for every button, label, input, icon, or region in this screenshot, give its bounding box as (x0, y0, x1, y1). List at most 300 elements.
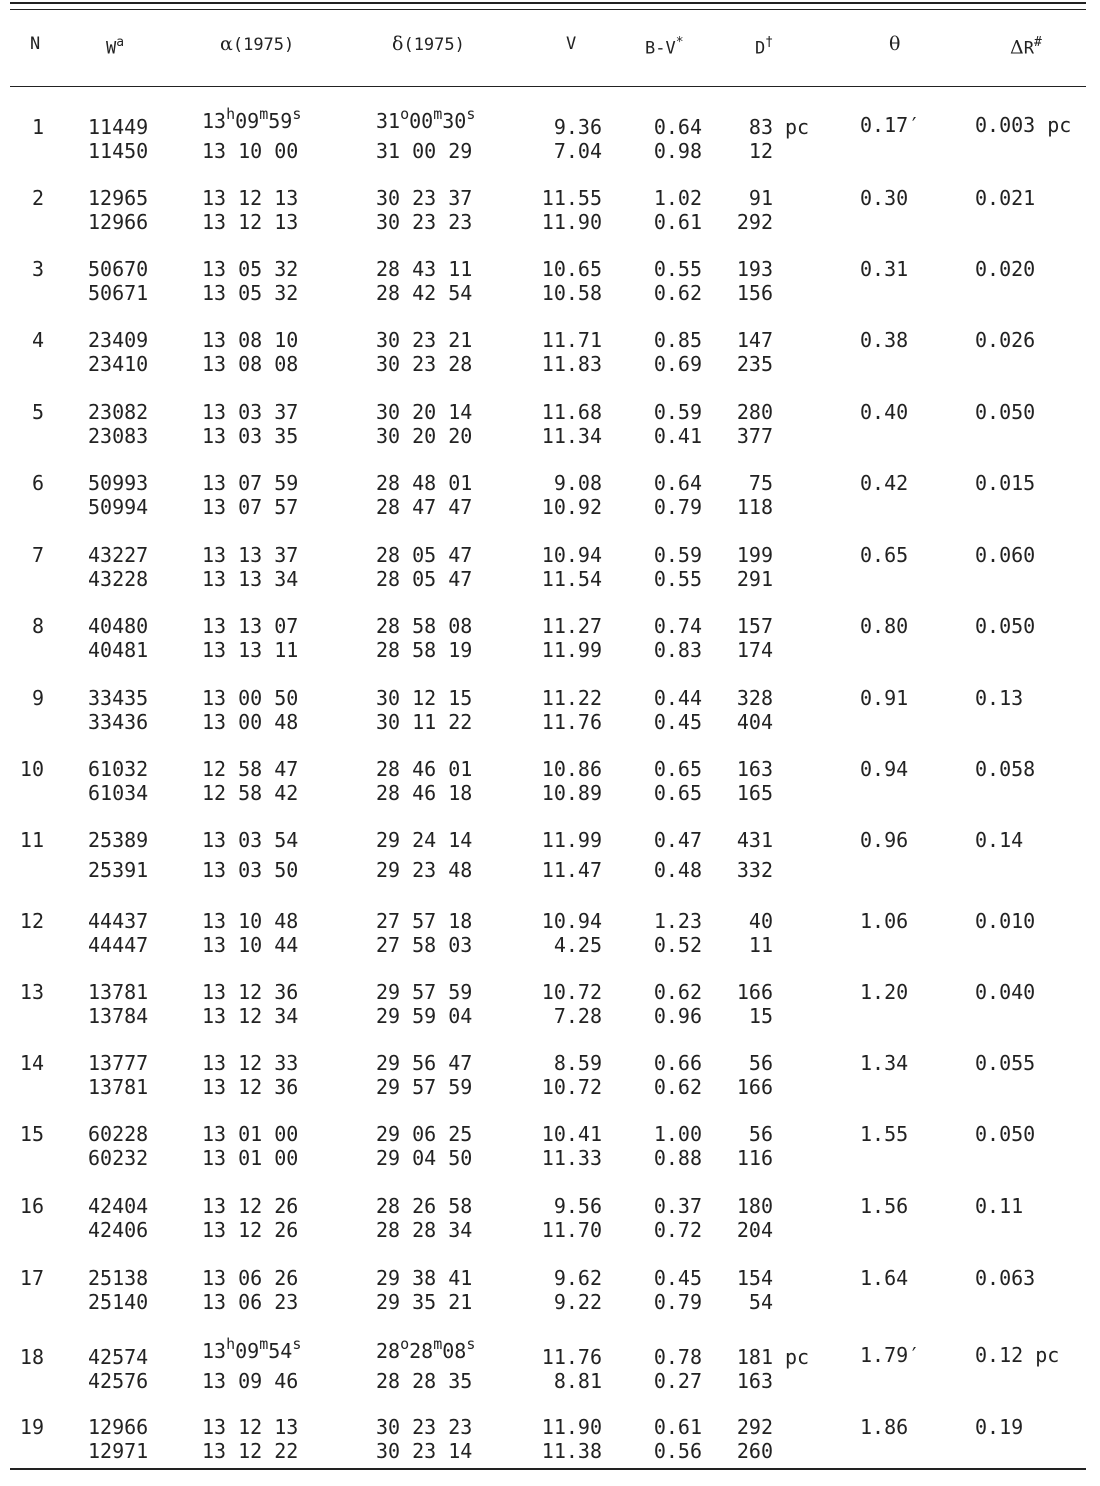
v-magnitude: 11.76 (541, 710, 602, 734)
distance: 181 (736, 1345, 773, 1369)
star-id: 33435 (88, 686, 149, 710)
star-id: 50671 (88, 281, 149, 305)
color-index: 0.48 (653, 858, 702, 882)
distance: 280 (736, 400, 773, 424)
dr-value: 0.020 (975, 257, 1036, 281)
distance: 166 (736, 980, 773, 1004)
angular-separation (860, 1266, 908, 1290)
declination: 29 57 59 (376, 1075, 473, 1099)
star-id: 23082 (88, 400, 149, 424)
angular-separation (860, 828, 908, 852)
row-number: 18 (19, 1345, 44, 1369)
declination: 30 23 23 (376, 1415, 473, 1439)
v-magnitude: 11.22 (541, 686, 602, 710)
declination: 28 42 54 (376, 281, 473, 305)
angular-separation (860, 757, 908, 781)
angular-separation (860, 1122, 908, 1146)
distance: 75 (748, 471, 773, 495)
color-index: 0.98 (653, 139, 702, 163)
color-index: 1.00 (653, 1122, 702, 1146)
angular-separation (860, 909, 908, 933)
star-id: 44437 (88, 909, 149, 933)
star-id: 43228 (88, 567, 149, 591)
declination: 31 00 29 (376, 139, 473, 163)
projected-separation (975, 1051, 1035, 1075)
right-ascension: 13 12 13 (202, 1415, 299, 1439)
color-index: 0.55 (653, 567, 702, 591)
ra-hours: 13 (202, 109, 227, 133)
header-delta-r: ΔR# (1010, 35, 1042, 59)
minute-unit: m (259, 1335, 269, 1353)
distance: 165 (736, 781, 773, 805)
star-id: 60232 (88, 1146, 149, 1170)
projected-separation (975, 1194, 1023, 1218)
theta-value: 0.96 (860, 828, 909, 852)
row-number: 14 (19, 1051, 44, 1075)
star-id: 23410 (88, 352, 149, 376)
distance: 260 (736, 1439, 773, 1463)
top-rule (10, 2, 1086, 4)
star-id: 23083 (88, 424, 149, 448)
projected-separation (975, 257, 1035, 281)
right-ascension (202, 1335, 302, 1365)
theta-value: 1.56 (860, 1194, 909, 1218)
degree-unit: o (400, 1335, 410, 1353)
dr-value: 0.050 (975, 1122, 1036, 1146)
right-ascension: 13 09 46 (202, 1369, 299, 1393)
second-unit: s (292, 1335, 302, 1353)
declination: 30 11 22 (376, 710, 473, 734)
dec-seconds: 08 (442, 1339, 467, 1363)
theta-value: 0.91 (860, 686, 909, 710)
header-d: D† (755, 35, 774, 59)
distance: 91 (748, 186, 773, 210)
v-magnitude: 10.41 (541, 1122, 602, 1146)
v-magnitude: 11.71 (541, 328, 602, 352)
v-magnitude: 10.65 (541, 257, 602, 281)
right-ascension: 13 03 54 (202, 828, 299, 852)
star-id: 50993 (88, 471, 149, 495)
projected-separation (975, 828, 1023, 852)
color-index: 0.79 (653, 495, 702, 519)
row-number: 12 (19, 909, 44, 933)
v-magnitude: 10.86 (541, 757, 602, 781)
distance: 431 (736, 828, 773, 852)
right-ascension: 13 13 37 (202, 543, 299, 567)
star-id: 25389 (88, 828, 149, 852)
v-magnitude: 9.22 (553, 1290, 602, 1314)
distance: 56 (748, 1122, 773, 1146)
star-id: 23409 (88, 328, 149, 352)
distance: 163 (736, 757, 773, 781)
dr-value: 0.040 (975, 980, 1036, 1004)
star-id: 13784 (88, 1004, 149, 1028)
color-index: 0.78 (653, 1345, 702, 1369)
dr-unit: pc (1035, 1343, 1060, 1367)
star-id: 33436 (88, 710, 149, 734)
right-ascension: 13 01 00 (202, 1122, 299, 1146)
right-ascension: 13 13 34 (202, 567, 299, 591)
color-index: 0.44 (653, 686, 702, 710)
v-magnitude: 11.70 (541, 1218, 602, 1242)
star-id: 50994 (88, 495, 149, 519)
dec-seconds: 30 (442, 109, 467, 133)
right-ascension: 13 06 26 (202, 1266, 299, 1290)
ra-minutes: 09 (235, 1339, 260, 1363)
distance: 377 (736, 424, 773, 448)
right-ascension: 13 01 00 (202, 1146, 299, 1170)
theta-value: 0.94 (860, 757, 909, 781)
right-ascension: 13 12 36 (202, 980, 299, 1004)
color-index: 0.59 (653, 400, 702, 424)
v-magnitude: 10.89 (541, 781, 602, 805)
declination: 29 04 50 (376, 1146, 473, 1170)
arcmin-unit: ′ (908, 1343, 921, 1367)
row-number: 10 (19, 757, 44, 781)
dr-value: 0.026 (975, 328, 1036, 352)
distance: 166 (736, 1075, 773, 1099)
declination: 30 23 14 (376, 1439, 473, 1463)
header-rule (10, 86, 1086, 87)
color-index: 0.55 (653, 257, 702, 281)
color-index: 0.62 (653, 980, 702, 1004)
star-id: 44447 (88, 933, 149, 957)
header-v: V (566, 34, 577, 54)
projected-separation (975, 614, 1035, 638)
row-number: 7 (31, 543, 44, 567)
distance: 292 (736, 1415, 773, 1439)
color-index: 0.79 (653, 1290, 702, 1314)
second-unit: s (466, 1335, 476, 1353)
dec-minutes: 28 (409, 1339, 434, 1363)
hour-unit: h (226, 105, 236, 123)
color-index: 0.61 (653, 1415, 702, 1439)
angular-separation (860, 471, 908, 495)
top-rule-inner (10, 9, 1086, 10)
right-ascension: 13 07 59 (202, 471, 299, 495)
v-magnitude: 10.92 (541, 495, 602, 519)
star-id: 50670 (88, 257, 149, 281)
v-magnitude: 10.72 (541, 1075, 602, 1099)
theta-value: 1.79 (860, 1343, 909, 1367)
star-id: 25138 (88, 1266, 149, 1290)
star-id: 43227 (88, 543, 149, 567)
dr-unit: pc (1047, 113, 1072, 137)
distance: 157 (736, 614, 773, 638)
declination: 29 24 14 (376, 828, 473, 852)
distance: 83 (748, 115, 773, 139)
color-index: 0.74 (653, 614, 702, 638)
row-number: 5 (31, 400, 44, 424)
right-ascension: 13 10 44 (202, 933, 299, 957)
dec-degrees: 28 (376, 1339, 401, 1363)
distance: 116 (736, 1146, 773, 1170)
distance: 12 (748, 139, 773, 163)
star-id: 13781 (88, 980, 149, 1004)
v-magnitude: 11.90 (541, 1415, 602, 1439)
color-index: 0.41 (653, 424, 702, 448)
theta-value: 1.20 (860, 980, 909, 1004)
star-id: 40480 (88, 614, 149, 638)
projected-separation (975, 1266, 1035, 1290)
color-index: 0.52 (653, 933, 702, 957)
color-index: 0.62 (653, 1075, 702, 1099)
star-id: 61032 (88, 757, 149, 781)
distance: 199 (736, 543, 773, 567)
v-magnitude: 11.76 (541, 1345, 602, 1369)
header-w: $W^a$ (106, 35, 125, 59)
declination: 30 23 37 (376, 186, 473, 210)
projected-separation (975, 113, 1071, 137)
v-magnitude: 11.38 (541, 1439, 602, 1463)
distance: 174 (736, 638, 773, 662)
declination: 29 35 21 (376, 1290, 473, 1314)
distance: 154 (736, 1266, 773, 1290)
header-alpha: α(1975) (220, 33, 295, 55)
theta-value: 0.65 (860, 543, 909, 567)
color-index: 0.59 (653, 543, 702, 567)
right-ascension: 13 06 23 (202, 1290, 299, 1314)
right-ascension: 13 10 00 (202, 139, 299, 163)
right-ascension: 13 07 57 (202, 495, 299, 519)
distance: 147 (736, 328, 773, 352)
theta-value: 0.40 (860, 400, 909, 424)
declination: 28 26 58 (376, 1194, 473, 1218)
distance: 156 (736, 281, 773, 305)
dr-value: 0.14 (975, 828, 1024, 852)
projected-separation (975, 186, 1035, 210)
row-number: 6 (31, 471, 44, 495)
header-n: N (30, 34, 41, 54)
right-ascension: 13 03 35 (202, 424, 299, 448)
dr-value: 0.055 (975, 1051, 1036, 1075)
v-magnitude: 11.90 (541, 210, 602, 234)
v-magnitude: 8.81 (553, 1369, 602, 1393)
star-id: 12971 (88, 1439, 149, 1463)
color-index: 0.62 (653, 281, 702, 305)
row-number: 1 (31, 115, 44, 139)
v-magnitude: 10.94 (541, 909, 602, 933)
declination: 29 59 04 (376, 1004, 473, 1028)
row-number: 19 (19, 1415, 44, 1439)
dr-value: 0.063 (975, 1266, 1036, 1290)
row-number: 3 (31, 257, 44, 281)
declination (376, 105, 476, 135)
row-number: 8 (31, 614, 44, 638)
angular-separation (860, 1343, 920, 1367)
color-index: 0.96 (653, 1004, 702, 1028)
theta-value: 1.64 (860, 1266, 909, 1290)
declination: 30 12 15 (376, 686, 473, 710)
declination: 30 20 14 (376, 400, 473, 424)
v-magnitude: 7.04 (553, 139, 602, 163)
declination: 30 23 23 (376, 210, 473, 234)
projected-separation (975, 757, 1035, 781)
angular-separation (860, 543, 908, 567)
ra-minutes: 09 (235, 109, 260, 133)
v-magnitude: 7.28 (553, 1004, 602, 1028)
minute-unit: m (433, 105, 443, 123)
declination: 28 46 01 (376, 757, 473, 781)
dec-minutes: 00 (409, 109, 434, 133)
star-id: 61034 (88, 781, 149, 805)
declination: 28 05 47 (376, 543, 473, 567)
right-ascension: 13 12 34 (202, 1004, 299, 1028)
star-id: 11449 (88, 115, 149, 139)
star-id: 25140 (88, 1290, 149, 1314)
angular-separation (860, 1415, 908, 1439)
header-bv: B-V* (645, 35, 684, 59)
theta-value: 0.17 (860, 113, 909, 137)
v-magnitude: 11.47 (541, 858, 602, 882)
dr-value: 0.060 (975, 543, 1036, 567)
color-index: 0.37 (653, 1194, 702, 1218)
color-index: 0.69 (653, 352, 702, 376)
row-number: 17 (19, 1266, 44, 1290)
right-ascension (202, 105, 302, 135)
distance: 163 (736, 1369, 773, 1393)
declination: 28 58 08 (376, 614, 473, 638)
dr-value: 0.010 (975, 909, 1036, 933)
declination: 28 58 19 (376, 638, 473, 662)
theta-value: 0.42 (860, 471, 909, 495)
star-id: 42574 (88, 1345, 149, 1369)
ra-seconds: 54 (268, 1339, 293, 1363)
header-theta: θ (889, 33, 901, 55)
color-index: 1.23 (653, 909, 702, 933)
dr-value: 0.058 (975, 757, 1036, 781)
second-unit: s (466, 105, 476, 123)
dr-value: 0.12 (975, 1343, 1024, 1367)
star-id: 60228 (88, 1122, 149, 1146)
star-id: 12966 (88, 210, 149, 234)
theta-value: 0.31 (860, 257, 909, 281)
projected-separation (975, 980, 1035, 1004)
theta-value: 1.86 (860, 1415, 909, 1439)
right-ascension: 13 12 26 (202, 1194, 299, 1218)
angular-separation (860, 614, 908, 638)
color-index: 0.47 (653, 828, 702, 852)
right-ascension: 13 12 22 (202, 1439, 299, 1463)
star-id: 11450 (88, 139, 149, 163)
right-ascension: 13 08 08 (202, 352, 299, 376)
row-number: 16 (19, 1194, 44, 1218)
color-index: 0.65 (653, 757, 702, 781)
projected-separation (975, 1415, 1023, 1439)
star-id: 13777 (88, 1051, 149, 1075)
dec-degrees: 31 (376, 109, 401, 133)
star-id: 42406 (88, 1218, 149, 1242)
color-index: 0.64 (653, 115, 702, 139)
star-id: 40481 (88, 638, 149, 662)
v-magnitude: 11.83 (541, 352, 602, 376)
dr-value: 0.021 (975, 186, 1036, 210)
right-ascension: 13 13 11 (202, 638, 299, 662)
header-delta: δ(1975) (392, 33, 465, 55)
projected-separation (975, 400, 1035, 424)
distance: 332 (736, 858, 773, 882)
right-ascension: 13 03 37 (202, 400, 299, 424)
theta-value: 1.34 (860, 1051, 909, 1075)
right-ascension: 13 12 26 (202, 1218, 299, 1242)
dr-value: 0.13 (975, 686, 1024, 710)
row-number: 2 (31, 186, 44, 210)
color-index: 1.02 (653, 186, 702, 210)
angular-separation (860, 686, 908, 710)
distance: 54 (748, 1290, 773, 1314)
right-ascension: 13 12 36 (202, 1075, 299, 1099)
dr-value: 0.015 (975, 471, 1036, 495)
distance: 180 (736, 1194, 773, 1218)
v-magnitude: 9.36 (553, 115, 602, 139)
right-ascension: 13 05 32 (202, 257, 299, 281)
declination: 30 23 21 (376, 328, 473, 352)
color-index: 0.83 (653, 638, 702, 662)
angular-separation (860, 328, 908, 352)
second-unit: s (292, 105, 302, 123)
ra-seconds: 59 (268, 109, 293, 133)
projected-separation (975, 543, 1035, 567)
theta-value: 1.06 (860, 909, 909, 933)
arcmin-unit: ′ (908, 113, 921, 137)
projected-separation (975, 686, 1023, 710)
distance: 40 (748, 909, 773, 933)
color-index: 0.65 (653, 781, 702, 805)
angular-separation (860, 980, 908, 1004)
hour-unit: h (226, 1335, 236, 1353)
right-ascension: 13 03 50 (202, 858, 299, 882)
declination: 29 56 47 (376, 1051, 473, 1075)
color-index: 0.45 (653, 710, 702, 734)
angular-separation (860, 186, 908, 210)
declination: 27 58 03 (376, 933, 473, 957)
v-magnitude: 11.34 (541, 424, 602, 448)
angular-separation (860, 257, 908, 281)
row-number: 13 (19, 980, 44, 1004)
v-magnitude: 11.99 (541, 638, 602, 662)
right-ascension: 13 12 13 (202, 210, 299, 234)
v-magnitude: 11.55 (541, 186, 602, 210)
distance: 328 (736, 686, 773, 710)
angular-separation (860, 113, 920, 137)
v-magnitude: 10.94 (541, 543, 602, 567)
angular-separation (860, 1194, 908, 1218)
declination: 28 05 47 (376, 567, 473, 591)
v-magnitude: 10.72 (541, 980, 602, 1004)
declination: 28 43 11 (376, 257, 473, 281)
right-ascension: 13 08 10 (202, 328, 299, 352)
distance-unit: pc (785, 1345, 810, 1369)
projected-separation (975, 328, 1035, 352)
v-magnitude: 9.56 (553, 1194, 602, 1218)
dr-value: 0.11 (975, 1194, 1024, 1218)
declination: 28 48 01 (376, 471, 473, 495)
dr-value: 0.050 (975, 400, 1036, 424)
star-id: 13781 (88, 1075, 149, 1099)
distance: 118 (736, 495, 773, 519)
color-index: 0.72 (653, 1218, 702, 1242)
declination: 30 20 20 (376, 424, 473, 448)
color-index: 0.56 (653, 1439, 702, 1463)
v-magnitude: 11.68 (541, 400, 602, 424)
color-index: 0.45 (653, 1266, 702, 1290)
right-ascension: 13 12 13 (202, 186, 299, 210)
minute-unit: m (259, 105, 269, 123)
distance: 291 (736, 567, 773, 591)
projected-separation (975, 1122, 1035, 1146)
declination: 28 47 47 (376, 495, 473, 519)
theta-value: 1.55 (860, 1122, 909, 1146)
